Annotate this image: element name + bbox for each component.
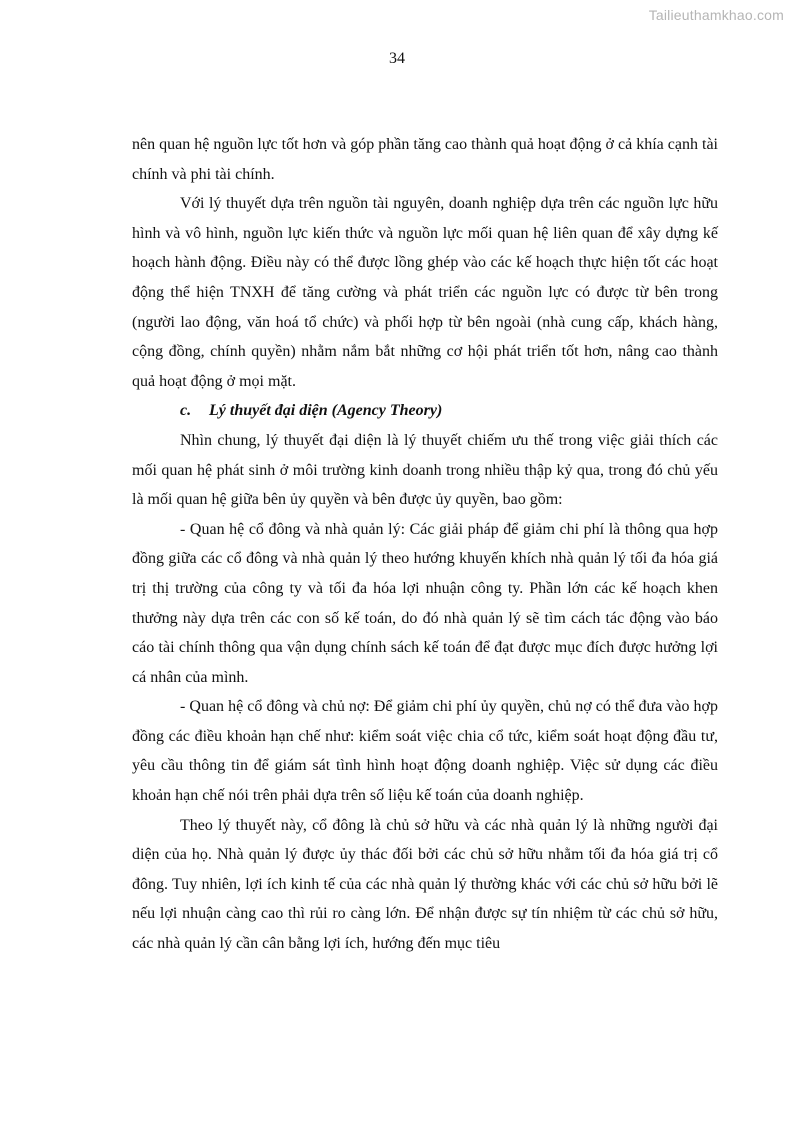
list-item: - Quan hệ cổ đông và chủ nợ: Để giảm chi phí ủy quyền, chủ nợ có thể đưa vào hợp đồng các điều khoản hạn chế như: kiểm soát việc chia cổ tức, kiểm soát hoạt động đầu tư, yêu cầu thông tin để giám sát tình hình hoạt động doanh nghiệp. Việc sử dụng các điều khoản hạn chế nói trên phải dựa trên số liệu kế toán của doanh nghiệp. [132, 698, 718, 805]
paragraph: Theo lý thuyết này, cổ đông là chủ sở hữu và các nhà quản lý là những người đại diện của họ. Nhà quản lý được ủy thác đối bởi các chủ sở hữu nhằm tối đa hóa giá trị cổ đông. Tuy nhiên, lợi ích kinh tế của các nhà quản lý thường khác với các chủ sở hữu bởi lẽ nếu lợi nhuận càng cao thì rủi ro càng lớn. Để nhận được sự tín nhiệm từ các chủ sở hữu, các nhà quản lý cần cân bằng lợi ích, hướng đến mục tiêu [132, 816, 718, 953]
page-number: 34 [389, 50, 405, 67]
section-heading [132, 396, 718, 426]
watermark: Tailieuthamkhao.com [648, 7, 784, 23]
paragraph: Nhìn chung, lý thuyết đại diện là lý thuyết chiếm ưu thế trong việc giải thích các mối quan hệ phát sinh ở môi trường kinh doanh trong nhiều thập kỷ qua, trong đó chủ yếu là mối quan hệ giữa bên ủy quyền và bên được ủy quyền, bao gồm: [132, 431, 718, 509]
section-heading-label: c. [180, 402, 192, 420]
list-item: - Quan hệ cổ đông và nhà quản lý: Các giải pháp để giảm chi phí là thông qua hợp đồng giữa các cổ đông và nhà quản lý theo hướng khuyến khích nhà quản lý tối đa hóa giá trị thị trường của công ty và tối đa hóa lợi nhuận công ty. Phần lớn các kế hoạch khen thưởng này dựa trên các con số kế toán, do đó nhà quản lý sẽ tìm cách tác động vào báo cáo tài chính thông qua vận dụng chính sách kế toán để đạt được mục đích được hưởng lợi cá nhân của mình. [132, 520, 718, 686]
paragraph: nên quan hệ nguồn lực tốt hơn và góp phần tăng cao thành quả hoạt động ở cả khía cạnh tài chính và phi tài chính. [132, 136, 718, 183]
paragraph: Với lý thuyết dựa trên nguồn tài nguyên, doanh nghiệp dựa trên các nguồn lực hữu hình và vô hình, nguồn lực kiến thức và nguồn lực mối quan hệ liên quan để xây dựng kế hoạch hành động. Điều này có thể được lồng ghép vào các kế hoạch thực hiện tốt các hoạt động thể hiện TNXH để tăng cường và phát triển các nguồn lực có được từ bên trong (người lao động, văn hoá tổ chức) và phối hợp từ bên ngoài (nhà cung cấp, khách hàng, cộng đồng, chính quyền) nhằm nắm bắt những cơ hội phát triển tốt hơn, nâng cao thành quả hoạt động ở mọi mặt. [132, 195, 718, 390]
section-heading-title: Lý thuyết đại diện (Agency Theory) [209, 402, 443, 420]
document-body [132, 130, 718, 959]
